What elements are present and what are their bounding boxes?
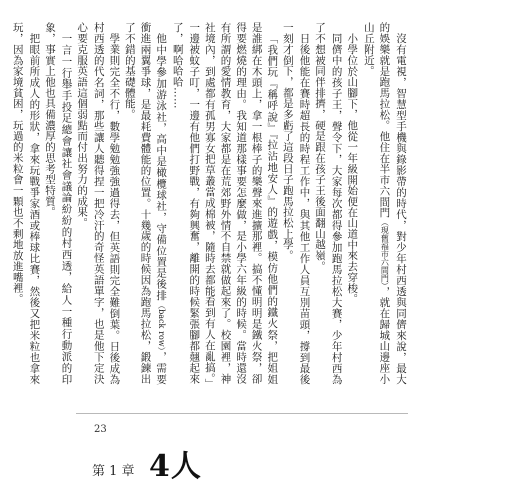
- paragraph-text: 小學位於山腳下，他從一年級開始便在山道中來去穿梭。: [346, 32, 359, 304]
- paragraph: [344, 22, 361, 384]
- paragraph-note: （現舊福市六間門）: [380, 217, 390, 287]
- paragraph-text: 沒有電視，智慧型手機與錄影帶的時代，對少年村西透與同儕來說，最大的娛樂就是跑馬拉松。他住在半市六間門: [378, 22, 407, 384]
- paragraph-text: 一言一行舉手投足總會讓社會議論紛紛的村西透，給人一種行動派的印象，事實上他也具備濃厚的思考型特質。: [43, 22, 73, 384]
- paragraph: [279, 22, 311, 384]
- chapter-label: 第 1 章: [92, 464, 135, 479]
- footer-rule: [76, 413, 408, 414]
- paragraph-text-continued: ，需要衝進兩翼爭球，是最耗費體能的位置。十幾歲的時候因為跑馬拉松，鍛鍊出了不錯的基礎體能。: [123, 22, 168, 384]
- paragraph: [121, 22, 169, 384]
- paragraph-text: 他中學參加游泳社，高中是橄欖球社，守備位置是後排: [155, 32, 168, 301]
- chapter-title: 4人: [149, 449, 202, 484]
- paragraph: [169, 22, 279, 384]
- paragraph-text: 學業則完全不行，數學勉勉強強過得去，但英語則完全難倒葉。日後成為村西透的代名詞，那些讓人聽得捏一把冷汗的奇怪英語單字，也是他下定決心要克服英語這個弱點而付出努力的成果。: [76, 22, 121, 384]
- paragraph-text-continued: ，就在歸城山邊座小山丘附近。: [362, 22, 391, 384]
- page-number: 23: [94, 424, 107, 435]
- paragraph-note: （back row）: [157, 300, 167, 351]
- vertical-text-body: [11, 22, 408, 384]
- paragraph-text: 「我們玩『稱呼說』『拉沾地安人』的遊戲，模仿他們的鐵火祭，把姐姐是誰綁在木頭上，拿一根棒子的樂聲來進擴那裡。搞不懂明明是鐵火祭，卻得要燃燒的理由。我知道那樣事要怎麼做，是小學六年級的時候。當時還沒有所謂的愛情教育，大家都是在荒郊野外情不自禁就做起來了。校園裡，神社境內，到處都有孤男寡女把草叢當成棉被，隨時去都能看到有人在亂搞。」一邊被蚊子叮，一邊有他們打野戰，有夠興奮，離開的時候緊張腳都翹起來了，啊哈哈哈……: [171, 22, 279, 384]
- paragraph: [360, 22, 408, 384]
- paragraph: [9, 22, 41, 384]
- paragraph-text: 把眼前所成人的形狀，拿來玩戰爭家酒或棒球比賽，然後又把米粒也拿來玩，因為家境貧困，玩過的米粒會一顆也不剩地放進嘴裡。: [11, 22, 41, 384]
- paragraph: [41, 22, 73, 384]
- paragraph-text: 同儕中的孩子王，聲令下，大家每次都得參加跑馬拉松大賽，少年村西為了不想被同伴排擠，硬是跟在孩子王後面翻山越嶺。: [314, 22, 343, 384]
- paragraph: [311, 22, 343, 384]
- paragraph-text: 日後他能在賽時超長的時程工作中，與其他工作人員互別苗頭，撐到最後一刻才倒下，都是多虧了這段日子跑馬拉松上學。: [281, 22, 311, 384]
- paragraph: [74, 22, 122, 384]
